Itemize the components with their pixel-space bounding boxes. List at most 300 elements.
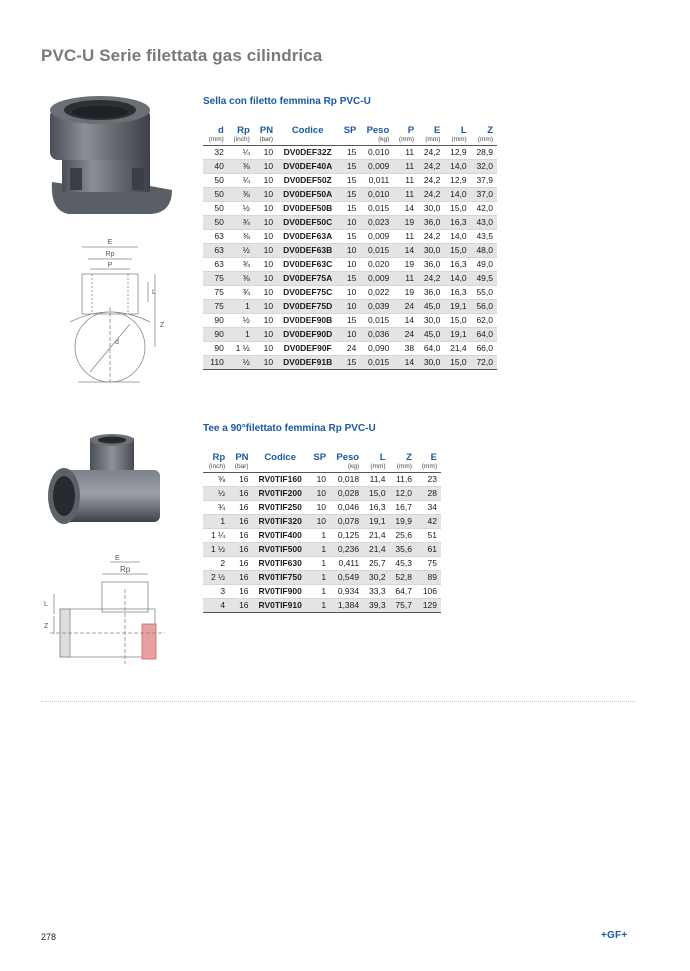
cell-e: 45,0 bbox=[418, 300, 444, 314]
cell-e: 42 bbox=[416, 515, 441, 529]
cell-p: 24 bbox=[393, 300, 418, 314]
cell-sp: 1 bbox=[308, 543, 330, 557]
cell-l: 25,7 bbox=[363, 557, 389, 571]
cell-z: 35,6 bbox=[390, 543, 416, 557]
cell-e: 24,2 bbox=[418, 230, 444, 244]
cell-l: 16,3 bbox=[444, 286, 470, 300]
unit-peso: (kg) bbox=[360, 136, 393, 146]
cell-z: 43,0 bbox=[471, 216, 497, 230]
cell-sp: 15 bbox=[338, 230, 360, 244]
cell-z: 66,0 bbox=[471, 342, 497, 356]
section-divider bbox=[41, 701, 635, 702]
cell-rp: 1 bbox=[228, 328, 254, 342]
cell-rp: 1 bbox=[203, 515, 229, 529]
cell-l: 33,3 bbox=[363, 585, 389, 599]
cell-pn: 10 bbox=[254, 230, 277, 244]
cell-e: 36,0 bbox=[418, 258, 444, 272]
cell-peso: 0,039 bbox=[360, 300, 393, 314]
cell-code: RV0TIF630 bbox=[253, 557, 308, 571]
cell-z: 43,5 bbox=[471, 230, 497, 244]
cell-peso: 0,010 bbox=[360, 146, 393, 160]
cell-p: 11 bbox=[393, 230, 418, 244]
cell-e: 24,2 bbox=[418, 146, 444, 160]
cell-d: 50 bbox=[203, 202, 228, 216]
cell-sp: 15 bbox=[338, 272, 360, 286]
dim-label-l: L bbox=[152, 289, 156, 296]
dim-label-d: d bbox=[115, 339, 119, 346]
header-e: E bbox=[434, 125, 441, 136]
cell-e: 75 bbox=[416, 557, 441, 571]
cell-peso: 0,009 bbox=[360, 230, 393, 244]
cell-l: 14,0 bbox=[444, 188, 470, 202]
cell-rp: ¼ bbox=[228, 146, 254, 160]
cell-peso: 0,022 bbox=[360, 286, 393, 300]
cell-l: 16,3 bbox=[444, 216, 470, 230]
table-row bbox=[203, 188, 497, 202]
cell-rp: ⅜ bbox=[228, 272, 254, 286]
cell-d: 75 bbox=[203, 272, 228, 286]
table-row bbox=[203, 230, 497, 244]
cell-z: 32,0 bbox=[471, 160, 497, 174]
cell-d: 32 bbox=[203, 146, 228, 160]
saddle-technical-drawing bbox=[60, 232, 175, 387]
cell-sp: 15 bbox=[338, 356, 360, 370]
cell-z: 45,3 bbox=[390, 557, 416, 571]
dim-label-z: Z bbox=[160, 322, 165, 329]
unit-sp bbox=[308, 463, 330, 473]
header-sp: SP bbox=[313, 452, 327, 463]
cell-z: 52,8 bbox=[390, 571, 416, 585]
cell-pn: 16 bbox=[229, 501, 252, 515]
cell-p: 14 bbox=[393, 244, 418, 258]
cell-sp: 15 bbox=[338, 202, 360, 216]
unit-sp bbox=[338, 136, 360, 146]
cell-l: 14,0 bbox=[444, 230, 470, 244]
cell-peso: 0,411 bbox=[330, 557, 363, 571]
cell-e: 45,0 bbox=[418, 328, 444, 342]
cell-rp: 1 ½ bbox=[203, 543, 229, 557]
cell-pn: 10 bbox=[254, 202, 277, 216]
dim-label-p: P bbox=[107, 262, 113, 269]
cell-p: 19 bbox=[393, 258, 418, 272]
cell-sp: 15 bbox=[338, 146, 360, 160]
cell-z: 49,0 bbox=[471, 258, 497, 272]
cell-d: 110 bbox=[203, 356, 228, 370]
cell-sp: 15 bbox=[338, 160, 360, 174]
cell-l: 19,1 bbox=[444, 328, 470, 342]
cell-rp: ½ bbox=[228, 356, 254, 370]
cell-pn: 10 bbox=[254, 216, 277, 230]
table-row bbox=[203, 529, 441, 543]
unit-d: (mm) bbox=[203, 136, 228, 146]
table-row bbox=[203, 314, 497, 328]
unit-rp: (inch) bbox=[228, 136, 254, 146]
cell-l: 15,0 bbox=[444, 356, 470, 370]
cell-pn: 10 bbox=[254, 174, 277, 188]
unit-pn: (bar) bbox=[254, 136, 277, 146]
cell-pn: 16 bbox=[229, 585, 252, 599]
cell-sp: 1 bbox=[308, 571, 330, 585]
cell-e: 106 bbox=[416, 585, 441, 599]
cell-pn: 10 bbox=[254, 314, 277, 328]
cell-e: 24,2 bbox=[418, 160, 444, 174]
cell-e: 24,2 bbox=[418, 188, 444, 202]
cell-peso: 0,015 bbox=[360, 244, 393, 258]
cell-sp: 10 bbox=[308, 515, 330, 529]
header-pn: PN bbox=[259, 125, 274, 136]
unit-l: (mm) bbox=[363, 463, 389, 473]
cell-pn: 16 bbox=[229, 515, 252, 529]
cell-peso: 0,023 bbox=[360, 216, 393, 230]
cell-rp: ⅜ bbox=[228, 188, 254, 202]
saddle-section-title: Sella con filetto femmina Rp PVC-U bbox=[203, 96, 371, 107]
header-peso: Peso bbox=[336, 452, 360, 463]
tee-header-row bbox=[203, 451, 441, 463]
page-number: 278 bbox=[41, 932, 57, 942]
cell-rp: ½ bbox=[228, 244, 254, 258]
cell-rp: ¾ bbox=[203, 501, 229, 515]
cell-code: DV0DEF63C bbox=[277, 258, 338, 272]
cell-l: 19,1 bbox=[444, 300, 470, 314]
cell-pn: 16 bbox=[229, 599, 252, 613]
cell-code: RV0TIF320 bbox=[253, 515, 308, 529]
cell-e: 129 bbox=[416, 599, 441, 613]
header-rp: Rp bbox=[212, 452, 226, 463]
saddle-units-row bbox=[203, 136, 497, 146]
cell-code: DV0DEF40A bbox=[277, 160, 338, 174]
cell-d: 63 bbox=[203, 244, 228, 258]
cell-d: 90 bbox=[203, 342, 228, 356]
cell-e: 64,0 bbox=[418, 342, 444, 356]
cell-pn: 10 bbox=[254, 328, 277, 342]
cell-l: 19,1 bbox=[363, 515, 389, 529]
cell-z: 64,0 bbox=[471, 328, 497, 342]
cell-code: DV0DEF91B bbox=[277, 356, 338, 370]
cell-p: 19 bbox=[393, 216, 418, 230]
cell-peso: 0,078 bbox=[330, 515, 363, 529]
header-pn: PN bbox=[235, 452, 249, 463]
cell-pn: 10 bbox=[254, 342, 277, 356]
table-row bbox=[203, 557, 441, 571]
cell-code: DV0DEF50B bbox=[277, 202, 338, 216]
header-l: L bbox=[379, 452, 386, 463]
cell-code: RV0TIF750 bbox=[253, 571, 308, 585]
cell-pn: 10 bbox=[254, 300, 277, 314]
cell-d: 75 bbox=[203, 286, 228, 300]
cell-d: 50 bbox=[203, 216, 228, 230]
cell-d: 75 bbox=[203, 300, 228, 314]
cell-rp: ¾ bbox=[228, 286, 254, 300]
cell-z: 28,9 bbox=[471, 146, 497, 160]
cell-pn: 10 bbox=[254, 356, 277, 370]
cell-sp: 10 bbox=[338, 328, 360, 342]
cell-sp: 15 bbox=[338, 314, 360, 328]
cell-e: 34 bbox=[416, 501, 441, 515]
cell-rp: ⅜ bbox=[203, 473, 229, 487]
unit-codice bbox=[253, 463, 308, 473]
cell-peso: 0,015 bbox=[360, 314, 393, 328]
cell-peso: 0,015 bbox=[360, 202, 393, 216]
cell-pn: 10 bbox=[254, 244, 277, 258]
cell-rp: 1 bbox=[228, 300, 254, 314]
table-row bbox=[203, 571, 441, 585]
cell-z: 56,0 bbox=[471, 300, 497, 314]
cell-e: 36,0 bbox=[418, 216, 444, 230]
cell-code: DV0DEF50C bbox=[277, 216, 338, 230]
cell-e: 61 bbox=[416, 543, 441, 557]
cell-peso: 0,009 bbox=[360, 272, 393, 286]
cell-sp: 1 bbox=[308, 557, 330, 571]
cell-p: 11 bbox=[393, 272, 418, 286]
header-codice: Codice bbox=[264, 452, 296, 463]
table-row bbox=[203, 286, 497, 300]
cell-pn: 16 bbox=[229, 571, 252, 585]
cell-code: DV0DEF75C bbox=[277, 286, 338, 300]
cell-l: 21,4 bbox=[363, 529, 389, 543]
table-row bbox=[203, 585, 441, 599]
cell-code: RV0TIF250 bbox=[253, 501, 308, 515]
cell-l: 15,0 bbox=[363, 487, 389, 501]
table-row bbox=[203, 473, 441, 487]
cell-z: 25,6 bbox=[390, 529, 416, 543]
cell-e: 51 bbox=[416, 529, 441, 543]
table-row bbox=[203, 543, 441, 557]
cell-sp: 1 bbox=[308, 585, 330, 599]
cell-d: 50 bbox=[203, 188, 228, 202]
cell-l: 16,3 bbox=[363, 501, 389, 515]
table-row bbox=[203, 160, 497, 174]
header-rp: Rp bbox=[237, 125, 250, 136]
cell-code: RV0TIF500 bbox=[253, 543, 308, 557]
cell-code: DV0DEF90B bbox=[277, 314, 338, 328]
cell-rp: 2 ½ bbox=[203, 571, 229, 585]
cell-z: 42,0 bbox=[471, 202, 497, 216]
cell-d: 63 bbox=[203, 230, 228, 244]
unit-e: (mm) bbox=[416, 463, 441, 473]
cell-d: 63 bbox=[203, 258, 228, 272]
cell-p: 19 bbox=[393, 286, 418, 300]
cell-pn: 16 bbox=[229, 473, 252, 487]
cell-peso: 0,090 bbox=[360, 342, 393, 356]
gf-brand-logo: +GF+ bbox=[601, 930, 628, 941]
dim-label-rp: Rp bbox=[105, 251, 115, 258]
cell-z: 64,7 bbox=[390, 585, 416, 599]
tee-dim-label-z: Z bbox=[44, 623, 49, 630]
cell-sp: 10 bbox=[308, 473, 330, 487]
cell-z: 55,0 bbox=[471, 286, 497, 300]
unit-p: (mm) bbox=[393, 136, 418, 146]
tee-dim-label-rp: Rp bbox=[120, 565, 131, 574]
tee-spec-table bbox=[203, 451, 441, 613]
cell-l: 21,4 bbox=[363, 543, 389, 557]
cell-rp: 1 ½ bbox=[228, 342, 254, 356]
unit-rp: (inch) bbox=[203, 463, 229, 473]
cell-pn: 16 bbox=[229, 543, 252, 557]
cell-code: DV0DEF50Z bbox=[277, 174, 338, 188]
unit-l: (mm) bbox=[444, 136, 470, 146]
unit-codice bbox=[277, 136, 338, 146]
cell-e: 28 bbox=[416, 487, 441, 501]
cell-rp: ¾ bbox=[228, 258, 254, 272]
cell-peso: 0,236 bbox=[330, 543, 363, 557]
table-row bbox=[203, 487, 441, 501]
cell-peso: 0,020 bbox=[360, 258, 393, 272]
cell-p: 14 bbox=[393, 356, 418, 370]
cell-code: RV0TIF200 bbox=[253, 487, 308, 501]
cell-z: 75,7 bbox=[390, 599, 416, 613]
cell-sp: 1 bbox=[308, 599, 330, 613]
cell-l: 16,3 bbox=[444, 258, 470, 272]
cell-l: 14,0 bbox=[444, 272, 470, 286]
cell-peso: 0,125 bbox=[330, 529, 363, 543]
saddle-product-photo bbox=[40, 90, 180, 225]
cell-sp: 10 bbox=[338, 300, 360, 314]
dim-label-e: E bbox=[107, 239, 113, 246]
unit-e: (mm) bbox=[418, 136, 444, 146]
header-sp: SP bbox=[343, 125, 357, 136]
cell-z: 62,0 bbox=[471, 314, 497, 328]
tee-product-photo bbox=[42, 432, 162, 542]
table-row bbox=[203, 272, 497, 286]
cell-peso: 1,384 bbox=[330, 599, 363, 613]
tee-section-title: Tee a 90°filettato femmina Rp PVC-U bbox=[203, 423, 376, 434]
cell-l: 12,9 bbox=[444, 174, 470, 188]
cell-l: 30,2 bbox=[363, 571, 389, 585]
cell-d: 90 bbox=[203, 328, 228, 342]
cell-peso: 0,028 bbox=[330, 487, 363, 501]
cell-rp: ¾ bbox=[228, 216, 254, 230]
cell-code: DV0DEF90F bbox=[277, 342, 338, 356]
cell-d: 40 bbox=[203, 160, 228, 174]
page-title: PVC-U Serie filettata gas cilindrica bbox=[41, 46, 323, 65]
tee-dim-label-l: L bbox=[44, 601, 48, 608]
cell-peso: 0,018 bbox=[330, 473, 363, 487]
cell-peso: 0,009 bbox=[360, 160, 393, 174]
table-row bbox=[203, 202, 497, 216]
cell-z: 49,5 bbox=[471, 272, 497, 286]
unit-pn: (bar) bbox=[229, 463, 252, 473]
cell-z: 37,9 bbox=[471, 174, 497, 188]
cell-code: RV0TIF400 bbox=[253, 529, 308, 543]
table-row bbox=[203, 328, 497, 342]
unit-peso: (kg) bbox=[330, 463, 363, 473]
cell-z: 12,0 bbox=[390, 487, 416, 501]
cell-e: 23 bbox=[416, 473, 441, 487]
cell-sp: 10 bbox=[308, 487, 330, 501]
cell-code: RV0TIF900 bbox=[253, 585, 308, 599]
cell-e: 30,0 bbox=[418, 202, 444, 216]
cell-p: 14 bbox=[393, 202, 418, 216]
cell-peso: 0,011 bbox=[360, 174, 393, 188]
cell-code: DV0DEF63A bbox=[277, 230, 338, 244]
cell-p: 11 bbox=[393, 174, 418, 188]
cell-rp: ⅜ bbox=[228, 160, 254, 174]
cell-peso: 0,046 bbox=[330, 501, 363, 515]
cell-l: 39,3 bbox=[363, 599, 389, 613]
cell-pn: 16 bbox=[229, 557, 252, 571]
cell-pn: 16 bbox=[229, 529, 252, 543]
cell-z: 37,0 bbox=[471, 188, 497, 202]
cell-z: 11,6 bbox=[390, 473, 416, 487]
table-row bbox=[203, 244, 497, 258]
cell-p: 24 bbox=[393, 328, 418, 342]
cell-e: 30,0 bbox=[418, 314, 444, 328]
tee-units-row bbox=[203, 463, 441, 473]
saddle-header-row bbox=[203, 124, 497, 136]
cell-l: 12,9 bbox=[444, 146, 470, 160]
cell-rp: ½ bbox=[203, 487, 229, 501]
cell-l: 15,0 bbox=[444, 202, 470, 216]
header-d: d bbox=[218, 125, 224, 136]
cell-pn: 10 bbox=[254, 146, 277, 160]
cell-e: 89 bbox=[416, 571, 441, 585]
cell-e: 30,0 bbox=[418, 356, 444, 370]
cell-rp: ½ bbox=[228, 314, 254, 328]
cell-p: 11 bbox=[393, 160, 418, 174]
header-l: L bbox=[460, 125, 467, 136]
cell-rp: 4 bbox=[203, 599, 229, 613]
cell-rp: 2 bbox=[203, 557, 229, 571]
cell-sp: 10 bbox=[338, 216, 360, 230]
cell-e: 24,2 bbox=[418, 272, 444, 286]
cell-code: DV0DEF75A bbox=[277, 272, 338, 286]
cell-pn: 10 bbox=[254, 258, 277, 272]
cell-sp: 10 bbox=[338, 258, 360, 272]
cell-sp: 10 bbox=[308, 501, 330, 515]
cell-rp: ⅜ bbox=[228, 230, 254, 244]
cell-code: RV0TIF160 bbox=[253, 473, 308, 487]
cell-peso: 0,015 bbox=[360, 356, 393, 370]
cell-sp: 10 bbox=[338, 244, 360, 258]
cell-pn: 10 bbox=[254, 160, 277, 174]
cell-z: 19,9 bbox=[390, 515, 416, 529]
cell-rp: ¼ bbox=[228, 174, 254, 188]
cell-peso: 0,934 bbox=[330, 585, 363, 599]
header-e: E bbox=[430, 452, 437, 463]
cell-z: 16,7 bbox=[390, 501, 416, 515]
cell-sp: 15 bbox=[338, 188, 360, 202]
cell-p: 11 bbox=[393, 146, 418, 160]
table-row bbox=[203, 146, 497, 160]
tee-technical-drawing bbox=[40, 554, 170, 669]
cell-code: DV0DEF75D bbox=[277, 300, 338, 314]
cell-p: 11 bbox=[393, 188, 418, 202]
table-row bbox=[203, 258, 497, 272]
cell-rp: 3 bbox=[203, 585, 229, 599]
cell-peso: 0,549 bbox=[330, 571, 363, 585]
cell-l: 15,0 bbox=[444, 314, 470, 328]
cell-sp: 10 bbox=[338, 286, 360, 300]
tee-dim-label-e: E bbox=[115, 555, 120, 562]
saddle-spec-table bbox=[203, 124, 497, 370]
unit-z: (mm) bbox=[471, 136, 497, 146]
cell-pn: 10 bbox=[254, 286, 277, 300]
cell-pn: 10 bbox=[254, 188, 277, 202]
cell-sp: 24 bbox=[338, 342, 360, 356]
cell-pn: 16 bbox=[229, 487, 252, 501]
cell-z: 48,0 bbox=[471, 244, 497, 258]
cell-peso: 0,036 bbox=[360, 328, 393, 342]
cell-rp: 1 ¼ bbox=[203, 529, 229, 543]
cell-e: 24,2 bbox=[418, 174, 444, 188]
table-row bbox=[203, 216, 497, 230]
table-row bbox=[203, 174, 497, 188]
table-row bbox=[203, 300, 497, 314]
cell-d: 90 bbox=[203, 314, 228, 328]
cell-p: 14 bbox=[393, 314, 418, 328]
header-peso: Peso bbox=[366, 125, 390, 136]
table-row bbox=[203, 599, 441, 613]
